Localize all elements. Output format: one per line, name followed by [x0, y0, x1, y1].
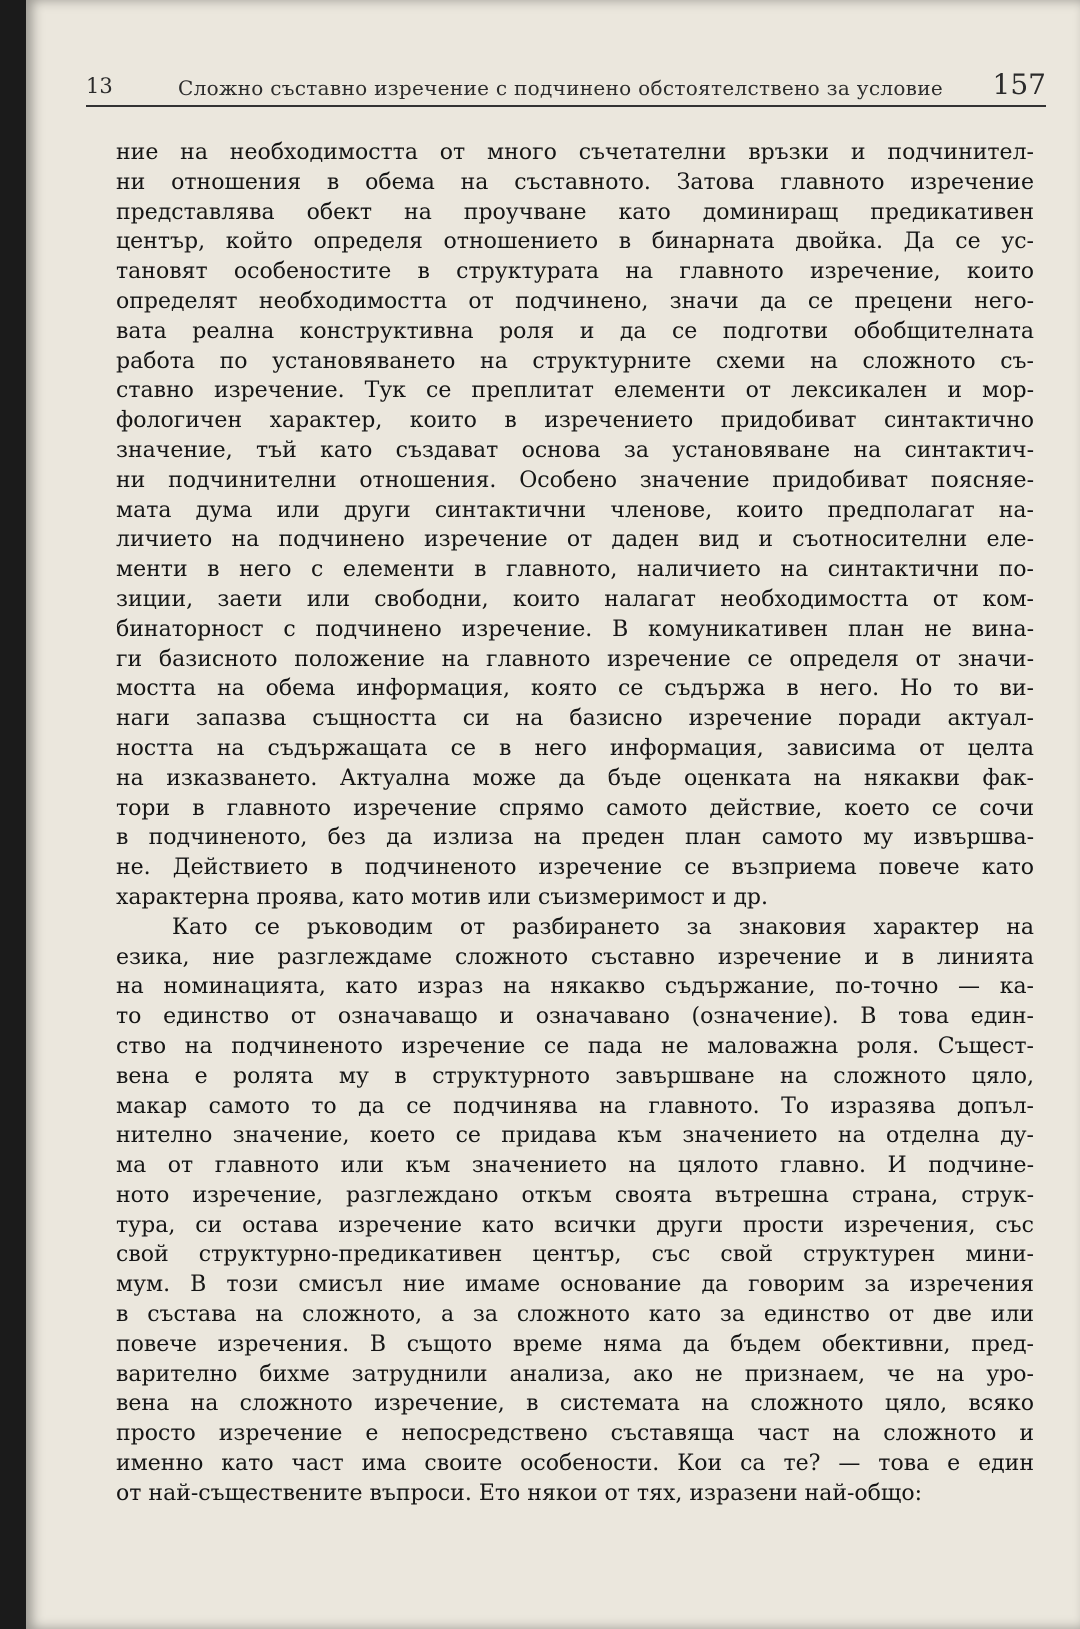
text-line: ги базисното положение на главното изречение се определя от значи- — [116, 646, 1034, 672]
text-line: макар самото то да се подчинява на главното. То изразява допъл- — [116, 1093, 1034, 1119]
text-line: то единство от означаващо и означавано (означение). В това един- — [116, 1004, 1034, 1030]
text-line: на номинацията, като израз на някакво съдържание, по-точно — ка- — [116, 974, 1034, 1000]
book-page — [26, 0, 1080, 1629]
text-line: ни подчинителни отношения. Особено значение придобиват поясняе- — [116, 467, 1034, 493]
running-title: Сложно съставно изречение с подчинено обстоятелствено за условие — [178, 76, 943, 100]
text-line: зиции, заети или свободни, които налагат необходимостта от ком- — [116, 586, 1034, 612]
text-line: мата дума или други синтактични членове, които предполагат на- — [116, 497, 1034, 523]
text-line: менти в него с елементи в главното, наличието на синтактични по- — [116, 557, 1034, 583]
text-line: работа по установяването на структурните схеми на сложното съ- — [116, 348, 1034, 374]
text-line: личието на подчинено изречение от даден вид и съотносителни еле- — [116, 527, 1034, 553]
text-line: езика, ние разглеждаме сложното съставно изречение и в линията — [116, 944, 1034, 970]
text-line: не. Действието в подчиненото изречение се възприема повече като — [116, 855, 1034, 881]
text-line: фологичен характер, които в изречението придобиват синтактично — [116, 408, 1034, 434]
text-line: повече изречения. В същото време няма да бъдем обективни, пред- — [116, 1331, 1034, 1357]
text-line: просто изречение е непосредствено съставяща част на сложното и — [116, 1421, 1034, 1447]
text-line: бинаторност с подчинено изречение. В комуникативен план не вина- — [116, 616, 1034, 642]
text-line: на изказването. Актуална може да бъде оценката на някакви фак- — [116, 765, 1034, 791]
running-header — [86, 68, 1046, 104]
text-line: от най-съществените въпроси. Ето някои от тях, изразени най-общо: — [116, 1480, 923, 1506]
text-line: нително значение, което се придава към значението на отделна ду- — [116, 1123, 1034, 1149]
text-line: тановят особеностите в структурата на главното изречение, които — [116, 259, 1034, 285]
text-line: мостта на обема информация, която се съдържа в него. Но то ви- — [116, 676, 1034, 702]
text-line: мум. В този смисъл ние имаме основание да говорим за изречения — [116, 1272, 1034, 1298]
text-line: представлява обект на проучване като доминиращ предикативен — [116, 199, 1034, 225]
text-line: свой структурно-предикативен център, със свой структурен мини- — [116, 1242, 1034, 1268]
text-line: в подчиненото, без да излиза на преден план самото му извършва- — [116, 825, 1034, 851]
chapter-number: 13 — [86, 74, 113, 98]
text-line: център, който определя отношението в бинарната двойка. Да се ус- — [116, 229, 1034, 255]
text-line: варително бихме затруднили анализа, ако не признаем, че на уро- — [116, 1361, 1034, 1387]
text-line: ното изречение, разглеждано откъм своята вътрешна страна, струк- — [116, 1182, 1034, 1208]
text-line: вата реална конструктивна роля и да се подготви обобщителната — [116, 318, 1034, 344]
text-line: ни отношения в обема на съставното. Затова главното изречение — [116, 169, 1034, 195]
header-rule — [86, 105, 1046, 107]
text-line: ността на съдържащата се в него информация, зависима от целта — [116, 735, 1034, 761]
text-line: характерна проява, като мотив или съизмеримост и др. — [116, 884, 768, 910]
text-line: значение, тъй като създават основа за установяване на синтактич- — [116, 437, 1034, 463]
page-number: 157 — [992, 68, 1046, 101]
text-line: определят необходимостта от подчинено, значи да се прецени него- — [116, 288, 1034, 314]
text-line: в състава на сложното, а за сложното като за единство от две или — [116, 1302, 1034, 1328]
text-line: ство на подчиненото изречение се пада не маловажна роля. Същест- — [116, 1033, 1034, 1059]
text-line: ставно изречение. Тук се преплитат елементи от лексикален и мор- — [116, 378, 1034, 404]
text-line: именно като част има своите особености. Кои са те? — това е един — [116, 1451, 1034, 1477]
body-text — [116, 138, 1034, 1509]
text-line: наги запазва същността си на базисно изречение поради актуал- — [116, 706, 1034, 732]
text-line: вена е ролята му в структурното завършване на сложното цяло, — [116, 1063, 1034, 1089]
text-line: тура, си остава изречение като всички други прости изречения, със — [116, 1212, 1034, 1238]
paragraph-first-line: Като се ръководим от разбирането за знаковия характер на — [172, 914, 1034, 940]
text-line: ма от главното или към значението на цялото главно. И подчине- — [116, 1153, 1034, 1179]
text-line: тори в главното изречение спрямо самото действие, което се сочи — [116, 795, 1034, 821]
text-line: вена на сложното изречение, в системата на сложното цяло, всяко — [116, 1391, 1034, 1417]
text-line: ние на необходимостта от много съчетателни връзки и подчинител- — [116, 140, 1034, 165]
